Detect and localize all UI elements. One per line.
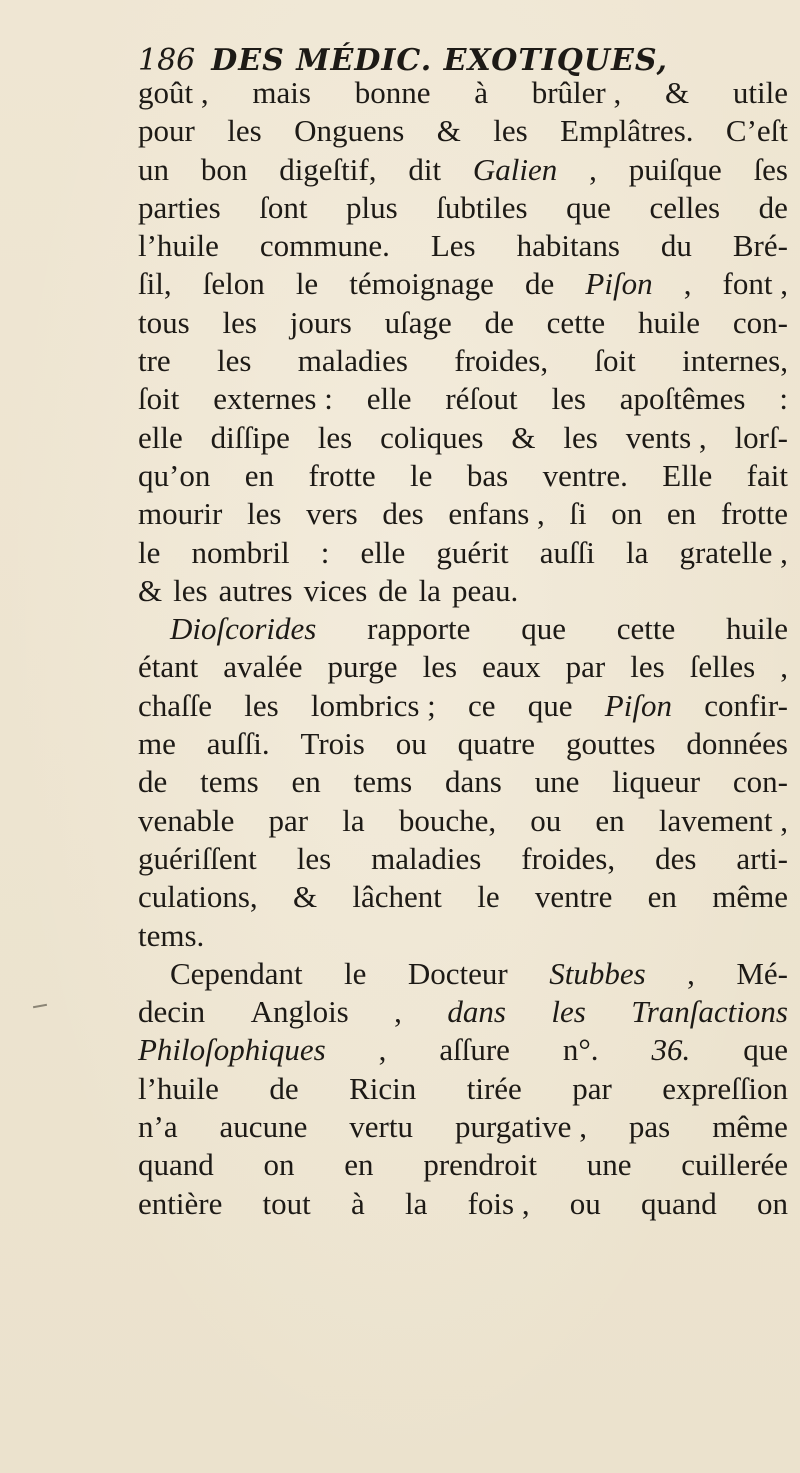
word: les xyxy=(493,113,528,149)
word: guérit xyxy=(436,534,509,570)
word: pas xyxy=(628,1109,671,1145)
word: cuillerée xyxy=(681,1147,788,1183)
text-line xyxy=(138,917,788,955)
word: bas xyxy=(466,457,509,493)
word: aucune xyxy=(219,1109,308,1145)
word: , xyxy=(378,1032,387,1068)
word: en xyxy=(244,457,275,493)
word: les xyxy=(247,496,282,532)
word: l’huile xyxy=(138,1070,219,1106)
word: brûler , xyxy=(531,75,622,110)
text-line xyxy=(138,457,788,495)
word: les xyxy=(227,113,262,149)
text-line xyxy=(138,304,788,342)
word: Emplâtres. xyxy=(560,113,694,149)
word: cette xyxy=(546,304,606,340)
word: on xyxy=(263,1147,295,1183)
word: ou xyxy=(569,1185,601,1221)
word: liqueur xyxy=(612,764,701,800)
text-line xyxy=(138,342,788,380)
word: nombril xyxy=(191,534,290,570)
word: de xyxy=(758,189,788,225)
text-line xyxy=(138,1031,788,1069)
word: prendroit xyxy=(423,1147,537,1183)
word: froides, xyxy=(521,840,616,876)
word: & xyxy=(511,419,536,455)
text-line xyxy=(138,227,788,265)
word: les xyxy=(630,649,665,685)
word: Galien xyxy=(472,151,558,187)
word: en xyxy=(595,802,625,838)
word: vents , xyxy=(625,419,707,455)
word: plus xyxy=(346,189,398,225)
word: le xyxy=(410,457,433,493)
word: de xyxy=(525,266,555,302)
word: entière xyxy=(138,1185,223,1221)
word: témoignage xyxy=(349,266,494,302)
word: habitans xyxy=(516,228,620,264)
word: , xyxy=(780,649,788,685)
word: le xyxy=(477,879,500,915)
word: par xyxy=(565,649,606,685)
word: internes, xyxy=(682,343,788,379)
word: 36. xyxy=(651,1032,691,1068)
word: dans xyxy=(447,994,506,1030)
word: huile xyxy=(638,304,701,340)
word: n°. xyxy=(562,1032,599,1068)
word: jours xyxy=(289,304,352,340)
word: en xyxy=(291,764,321,800)
word: par xyxy=(268,802,309,838)
word: des xyxy=(382,496,424,532)
word: la xyxy=(626,534,649,570)
text-line xyxy=(138,419,788,457)
word: diſſipe xyxy=(210,419,290,455)
word: données xyxy=(686,726,788,762)
text-line xyxy=(138,265,788,303)
word: par xyxy=(572,1070,612,1106)
word: , xyxy=(589,151,597,187)
word: confir- xyxy=(704,687,788,723)
word: bonne xyxy=(354,75,431,110)
word: culations, xyxy=(138,879,258,915)
word: uſage xyxy=(384,304,452,340)
word: rapporte xyxy=(367,611,471,647)
word: Stubbes xyxy=(549,955,646,991)
word: Piſon xyxy=(604,687,672,723)
word: à xyxy=(474,75,488,110)
word: fait xyxy=(746,457,788,493)
text-line xyxy=(138,1185,788,1223)
word: Philoſophiques xyxy=(138,1032,326,1068)
word: l’huile xyxy=(138,228,219,264)
word: les xyxy=(296,840,332,876)
word: maladies xyxy=(297,343,408,379)
word: quand xyxy=(641,1185,717,1221)
running-title: DES MÉDIC. EXOTIQUES, xyxy=(211,43,668,78)
word: eaux xyxy=(482,649,541,685)
word: celles xyxy=(649,189,721,225)
word: Piſon xyxy=(585,266,653,302)
word: auſſi. xyxy=(206,726,270,762)
word: ſoit xyxy=(138,381,180,417)
text-line xyxy=(138,725,788,763)
word: pour xyxy=(138,113,195,149)
word: Onguens xyxy=(294,113,405,149)
margin-pencil-mark xyxy=(33,1004,47,1008)
word: les xyxy=(551,994,586,1030)
word: Docteur xyxy=(407,955,508,991)
word: vertu xyxy=(349,1109,413,1145)
text-line xyxy=(138,572,788,610)
text-line xyxy=(138,1146,788,1184)
word: même xyxy=(712,879,788,915)
word: ſont xyxy=(259,189,308,225)
word: Elle xyxy=(662,457,713,493)
word: coliques xyxy=(380,419,484,455)
word: la xyxy=(418,572,441,608)
word: apoſtêmes xyxy=(619,381,746,417)
word: & xyxy=(665,75,690,110)
word: ce xyxy=(468,687,496,723)
word: Bré- xyxy=(732,228,788,264)
word: utile xyxy=(732,75,788,110)
word: une xyxy=(586,1147,632,1183)
word: elle xyxy=(138,419,183,455)
word: parties xyxy=(138,189,221,225)
word: bouche, xyxy=(398,802,497,838)
text-line xyxy=(138,687,788,725)
word: le xyxy=(295,266,319,302)
word: ſoit xyxy=(594,343,636,379)
word: ou xyxy=(395,726,427,762)
word: purgative , xyxy=(454,1109,587,1145)
word: & xyxy=(138,572,163,608)
word: gratelle , xyxy=(679,534,788,570)
word: decin xyxy=(138,994,206,1030)
body-text xyxy=(138,74,788,1223)
word: tirée xyxy=(466,1070,522,1106)
word: elle xyxy=(360,534,406,570)
word: con- xyxy=(732,764,788,800)
word: dit xyxy=(408,151,442,187)
word: que xyxy=(521,611,566,647)
word: tems xyxy=(353,764,413,800)
word: Tranſactions xyxy=(631,994,788,1030)
word: des xyxy=(655,840,697,876)
word: ſes xyxy=(753,151,788,187)
word: Mé- xyxy=(736,955,788,991)
word: réſout xyxy=(445,381,518,417)
word: le xyxy=(344,955,367,991)
word: auſſi xyxy=(539,534,595,570)
word: les xyxy=(173,572,208,608)
word: chaſſe xyxy=(138,687,213,723)
word: ventre xyxy=(534,879,613,915)
word: autres xyxy=(218,572,293,608)
word: froides, xyxy=(454,343,549,379)
word: maladies xyxy=(371,840,482,876)
word: n’a xyxy=(138,1109,178,1145)
word: digeſtif, xyxy=(279,151,377,187)
word: tous xyxy=(138,304,190,340)
text-line xyxy=(138,1070,788,1108)
word: externes : xyxy=(213,381,333,417)
text-line xyxy=(138,380,788,418)
text-line xyxy=(138,878,788,916)
word: ſi xyxy=(569,496,587,532)
text-line xyxy=(138,1108,788,1146)
word: étant xyxy=(138,649,199,685)
word: , xyxy=(683,266,692,302)
word: tout xyxy=(262,1185,311,1221)
word: les xyxy=(217,343,252,379)
word: bon xyxy=(200,151,248,187)
word: guériſſent xyxy=(138,840,257,876)
word: ſelon xyxy=(202,266,265,302)
word: lavement , xyxy=(658,802,788,838)
word: on xyxy=(611,496,643,532)
word: fois , xyxy=(467,1185,530,1221)
word: ſelles xyxy=(689,649,756,685)
word: cette xyxy=(616,611,676,647)
word: du xyxy=(660,228,692,264)
word: un xyxy=(138,151,169,187)
word: de xyxy=(138,764,168,800)
word: à xyxy=(351,1185,365,1221)
word: la xyxy=(404,1185,428,1221)
word: qu’on xyxy=(138,457,211,493)
word: en xyxy=(647,879,677,915)
word: tems xyxy=(200,764,259,800)
word: C’eſt xyxy=(725,113,788,149)
word: lâchent xyxy=(352,879,442,915)
word: : xyxy=(320,534,330,570)
text-line xyxy=(138,763,788,801)
text-line xyxy=(138,74,788,112)
word: que xyxy=(566,189,611,225)
text-line xyxy=(138,802,788,840)
text-line xyxy=(138,151,788,189)
word: lombrics ; xyxy=(310,687,436,723)
text-line xyxy=(138,955,788,993)
word: goût , xyxy=(138,75,209,110)
word: tems. xyxy=(138,917,205,953)
word: huile xyxy=(726,611,788,647)
word: lorſ- xyxy=(734,419,788,455)
word: le xyxy=(138,534,161,570)
word: aſſure xyxy=(439,1032,510,1068)
word: frotte xyxy=(720,496,788,532)
word: même xyxy=(712,1109,788,1145)
word: ou xyxy=(530,802,562,838)
text-line xyxy=(138,495,788,533)
word: enfans , xyxy=(448,496,545,532)
word: de xyxy=(484,304,514,340)
word: que xyxy=(743,1032,788,1068)
text-line xyxy=(138,189,788,227)
word: une xyxy=(534,764,580,800)
word: avalée xyxy=(223,649,303,685)
word: font , xyxy=(722,266,788,302)
word: ventre. xyxy=(542,457,628,493)
word: quatre xyxy=(457,726,536,762)
word: & xyxy=(292,879,318,915)
word: me xyxy=(138,726,176,762)
word: mais xyxy=(252,75,311,110)
word: purge xyxy=(327,649,398,685)
word: expreſſion xyxy=(662,1070,788,1106)
word: vers xyxy=(306,496,358,532)
word: mourir xyxy=(138,496,223,532)
word: gouttes xyxy=(565,726,656,762)
word: vices xyxy=(303,572,368,608)
word: Anglois xyxy=(250,994,349,1030)
word: ſil, xyxy=(138,266,172,302)
word: en xyxy=(344,1147,374,1183)
word: la xyxy=(342,802,365,838)
word: Dioſcorides xyxy=(170,611,317,647)
word: les xyxy=(244,687,279,723)
word: arti- xyxy=(736,840,788,876)
word: commune. xyxy=(259,228,390,264)
word: , xyxy=(687,955,695,991)
word: que xyxy=(527,687,573,723)
word: tre xyxy=(138,343,171,379)
word: Trois xyxy=(300,726,365,762)
word: Cependant xyxy=(170,955,303,991)
word: & xyxy=(436,113,461,149)
word: : xyxy=(779,381,788,417)
text-line xyxy=(138,534,788,572)
word: elle xyxy=(366,381,412,417)
word: Les xyxy=(430,228,476,264)
word: dans xyxy=(444,764,502,800)
word: les xyxy=(422,649,458,685)
word: les xyxy=(563,419,598,455)
word: peau. xyxy=(451,572,519,608)
word: frotte xyxy=(308,457,376,493)
word: on xyxy=(757,1185,788,1221)
word: con- xyxy=(732,304,788,340)
text-line xyxy=(138,610,788,648)
text-line xyxy=(138,993,788,1031)
word: Ricin xyxy=(349,1070,417,1106)
word: les xyxy=(317,419,353,455)
word: , xyxy=(394,994,402,1030)
word: les xyxy=(551,381,586,417)
text-line xyxy=(138,112,788,150)
word: les xyxy=(222,304,257,340)
word: venable xyxy=(138,802,235,838)
word: de xyxy=(378,572,408,608)
word: puiſque xyxy=(628,151,722,187)
word: ſubtiles xyxy=(436,189,528,225)
word: quand xyxy=(138,1147,214,1183)
word: en xyxy=(666,496,697,532)
text-line xyxy=(138,840,788,878)
word: de xyxy=(269,1070,299,1106)
text-line xyxy=(138,648,788,686)
page-number: 186 xyxy=(138,43,196,78)
